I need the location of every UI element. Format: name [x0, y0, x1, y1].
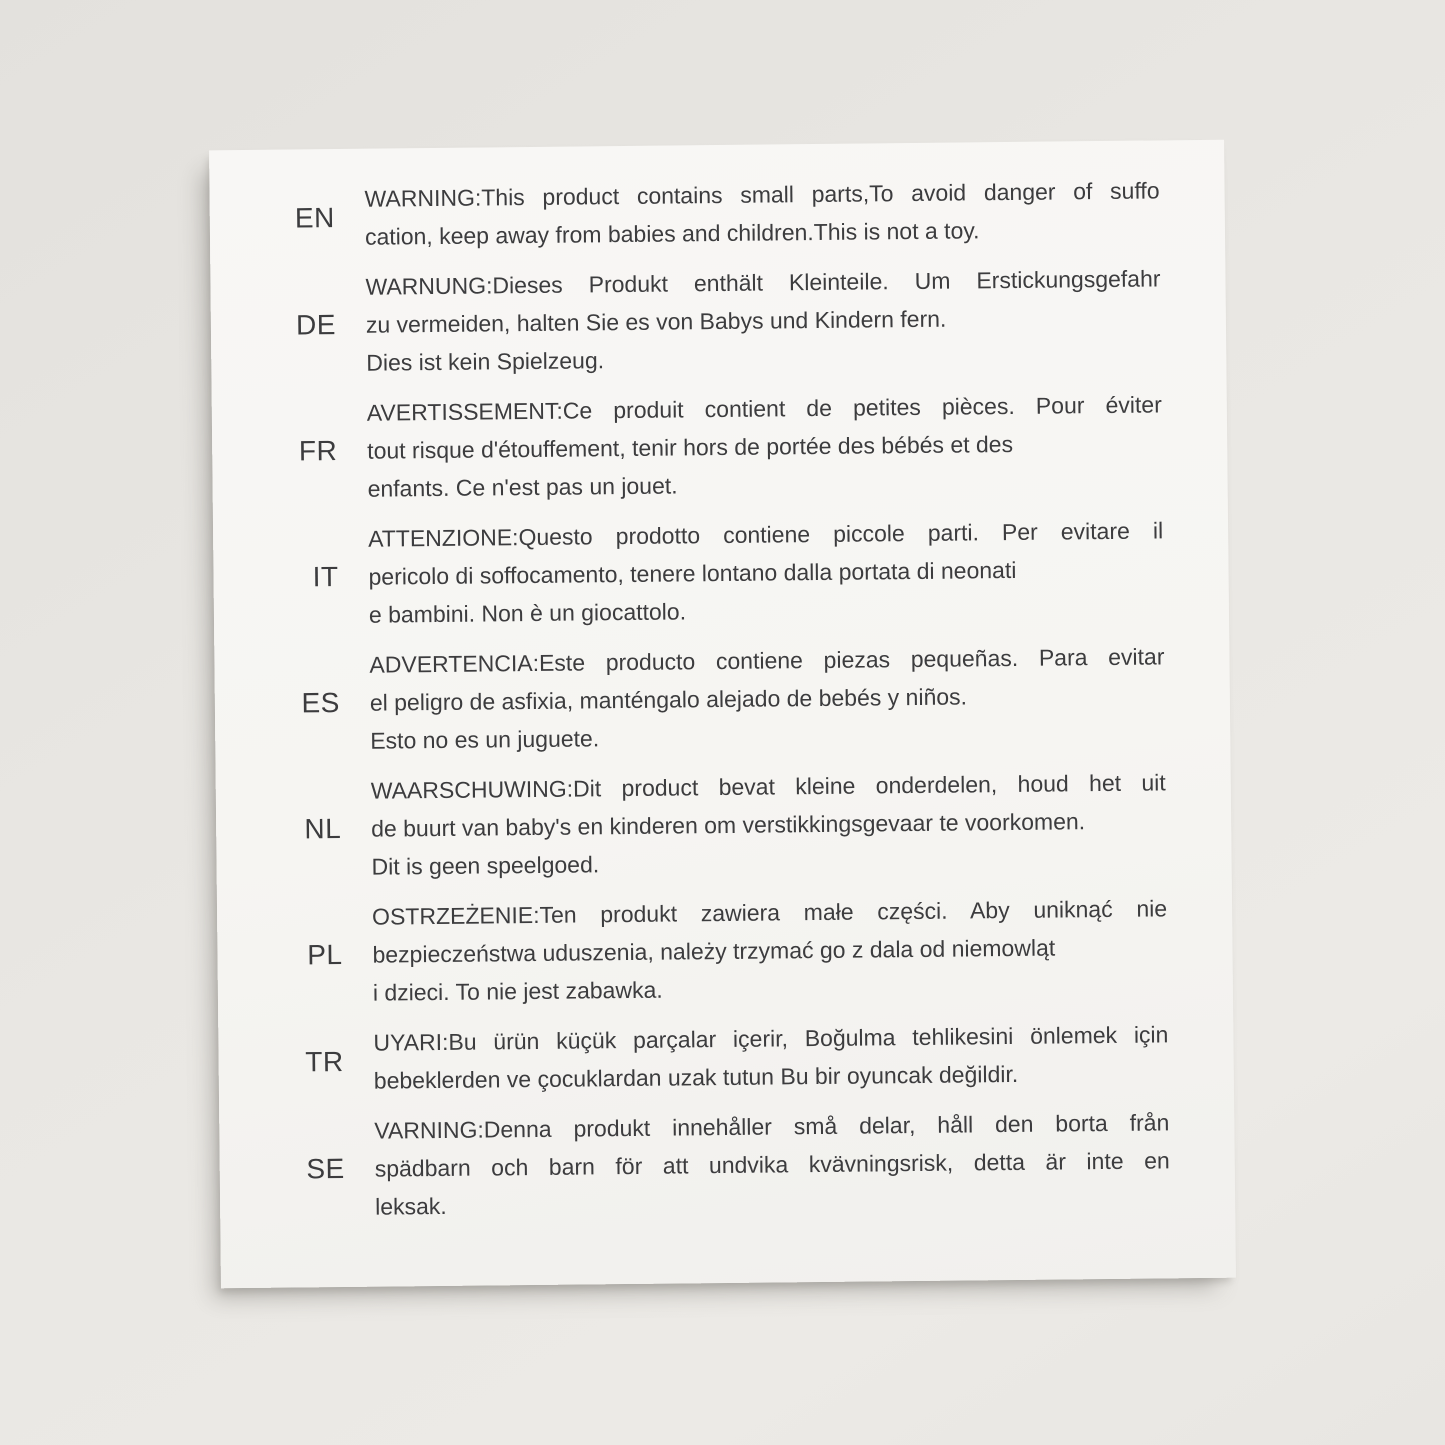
warning-text-fr — [367, 385, 1163, 507]
warning-line: WARNING:This product contains small parts,To avoid danger of suffo — [364, 177, 1160, 212]
warning-line: pericolo di soffocamento, tenere lontano dalla portata di neonati — [368, 556, 1017, 590]
warning-line: OSTRZEŻENIE:Ten produkt zawiera małe części. Aby uniknąć nie — [371, 895, 1168, 930]
warning-section-de — [210, 259, 1226, 384]
warning-section-es — [214, 637, 1230, 762]
warning-text-pl — [372, 889, 1168, 1011]
warning-section-it — [213, 511, 1229, 636]
warning-line: WAARSCHUWING:Dit product bevat kleine onderdelen, houd het uit — [370, 769, 1166, 804]
language-code-it: IT — [312, 561, 339, 593]
warning-line: bezpieczeństwa uduszenia, należy trzymać go z dala od niemowląt — [372, 934, 1056, 968]
warning-line: ADVERTENCIA:Este producto contiene piezas pequeñas. Para evitar — [369, 643, 1165, 678]
warning-line: VARNING:Denna produkt innehåller små delar, håll den borta från — [374, 1109, 1170, 1144]
warning-section-en — [209, 171, 1225, 258]
language-code-fr: FR — [298, 435, 338, 467]
warning-label-sheet — [209, 140, 1236, 1289]
warning-line: ATTENZIONE:Questo prodotto contiene piccole parti. Per evitare il — [368, 517, 1164, 552]
warning-line: tout risque d'étouffement, tenir hors de portée des bébés et des — [367, 430, 1014, 464]
warning-line: UYARI:Bu ürün küçük parçalar içerir, Boğulma tehlikesini önlemek için — [373, 1021, 1169, 1056]
warning-line: el peligro de asfixia, manténgalo alejado de bebés y niños. — [369, 683, 968, 716]
warning-line: cation, keep away from babies and children.This is not a toy. — [364, 217, 980, 250]
warning-text-se — [374, 1103, 1170, 1225]
warning-line: spädbarn och barn för att undvika kvävningsrisk, detta är inte en — [374, 1147, 1170, 1182]
language-code-pl: PL — [307, 938, 343, 971]
language-code-de: DE — [295, 309, 337, 341]
language-code-tr: TR — [305, 1045, 344, 1078]
language-code-se: SE — [306, 1152, 345, 1185]
language-code-es: ES — [301, 687, 341, 719]
warning-line: leksak. — [375, 1192, 447, 1220]
warning-section-pl — [217, 889, 1233, 1014]
warning-text-de — [365, 259, 1161, 381]
warning-line: Dies ist kein Spielzeug. — [366, 347, 605, 376]
warning-line: de buurt van baby's en kinderen om verstikkingsgevaar te voorkomen. — [371, 808, 1086, 842]
warning-section-tr — [218, 1015, 1234, 1102]
warning-text-es — [369, 637, 1165, 759]
language-code-en: EN — [294, 202, 335, 234]
warning-line: enfants. Ce n'est pas un jouet. — [367, 472, 678, 502]
warning-section-fr — [212, 385, 1228, 510]
warning-line: e bambini. Non è un giocattolo. — [368, 598, 687, 628]
warning-line: Dit is geen speelgoed. — [371, 851, 600, 880]
warning-line: Esto no es un juguete. — [370, 725, 600, 754]
warning-text-tr — [373, 1015, 1169, 1099]
warning-line: WARNUNG:Dieses Produkt enthält Kleinteile. Um Erstickungsgefahr — [365, 265, 1161, 300]
warning-line: AVERTISSEMENT:Ce produit contient de petites pièces. Pour éviter — [366, 391, 1162, 426]
warning-line: zu vermeiden, halten Sie es von Babys und Kindern fern. — [365, 305, 947, 338]
warning-section-se — [219, 1103, 1235, 1228]
warning-text-nl — [371, 763, 1167, 885]
language-code-nl: NL — [304, 813, 342, 845]
warning-section-nl — [216, 763, 1232, 888]
warning-text-it — [368, 511, 1164, 633]
warning-line: i dzieci. To nie jest zabawka. — [372, 976, 663, 1006]
warning-text-en — [364, 171, 1160, 255]
warning-line: bebeklerden ve çocuklardan uzak tutun Bu bir oyuncak değildir. — [373, 1060, 1019, 1094]
